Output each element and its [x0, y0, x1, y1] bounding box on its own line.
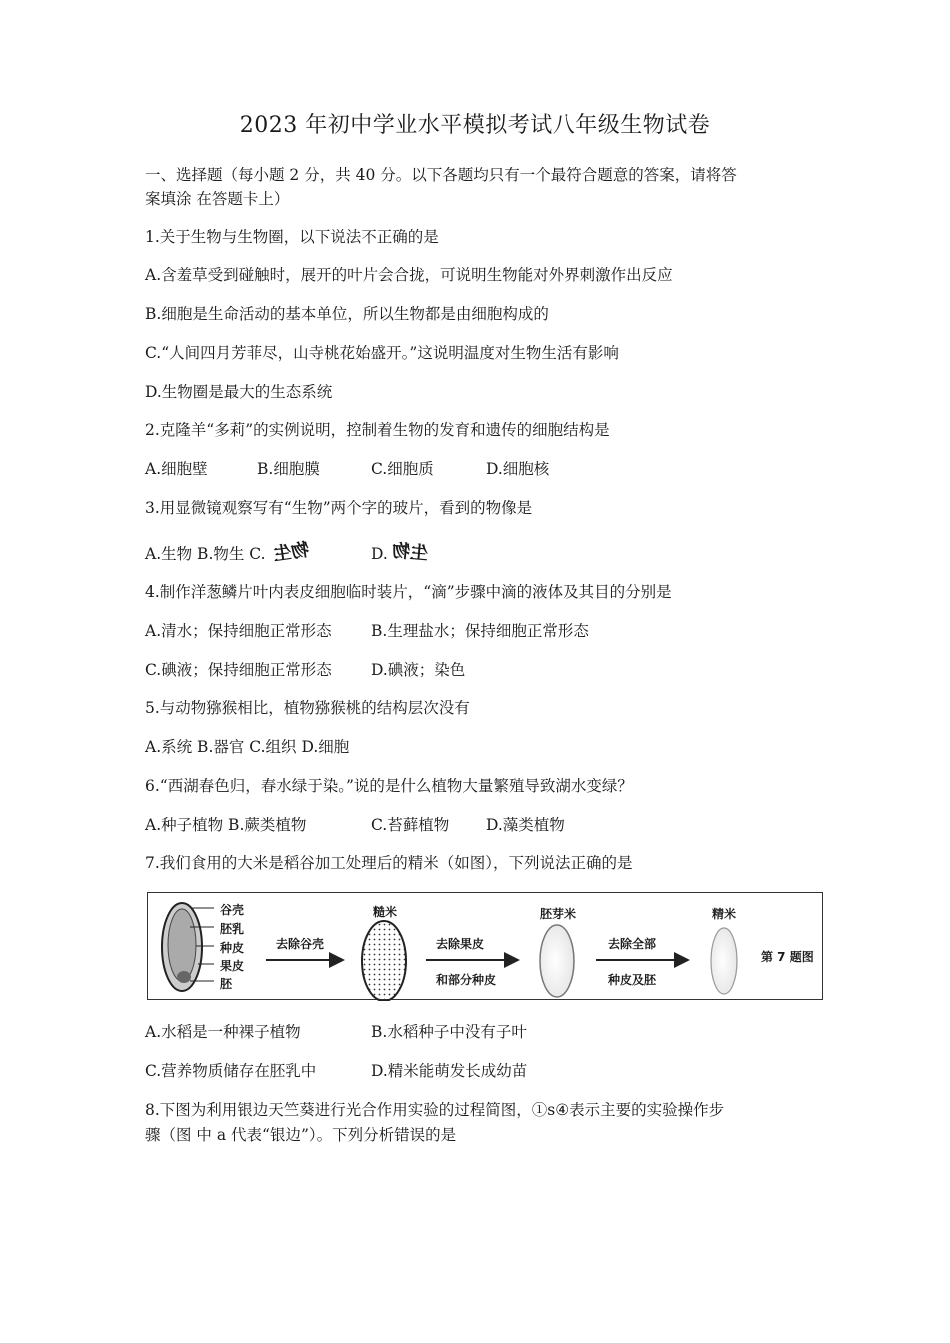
rice-processing-figure	[147, 892, 823, 1000]
q6-option-c: C.苔藓植物	[371, 816, 450, 834]
q6-stem: 6.“西湖春色归，春水绿于染。”说的是什么植物大量繁殖导致湖水变绿？	[145, 777, 633, 795]
q4-stem: 4.制作洋葱鳞片叶内表皮细胞临时装片，“滴”步骤中滴的液体及其目的分别是	[145, 583, 672, 601]
q3-options-ab: A.生物 B.物生 C.	[145, 545, 266, 563]
q7-option-b: B.水稻种子中没有子叶	[371, 1023, 527, 1041]
q7-option-a: A.水稻是一种裸子植物	[145, 1023, 301, 1041]
q4-option-a: A.清水；保持细胞正常形态	[145, 622, 332, 640]
label-step2b: 和部分种皮	[436, 973, 497, 987]
q7-option-d: D.精米能萌发长成幼苗	[371, 1062, 528, 1080]
label-pericarp: 果皮	[220, 959, 245, 973]
q2-option-d: D.细胞核	[486, 460, 550, 478]
q5-stem: 5.与动物猕猴相比，植物猕猴桃的结构层次没有	[145, 699, 470, 717]
q2-option-a: A.细胞壁	[145, 460, 208, 478]
label-polished-rice: 精米	[712, 907, 737, 921]
q7-stem: 7.我们食用的大米是稻谷加工处理后的精米（如图），下列说法正确的是	[145, 854, 633, 872]
q3-option-d-image: 生物	[391, 540, 429, 565]
q4-option-c: C.碘液；保持细胞正常形态	[145, 661, 332, 679]
label-endosperm: 胚乳	[220, 922, 245, 936]
label-seed-coat: 种皮	[220, 941, 245, 955]
q1-option-c: C.“人间四月芳菲尽，山寺桃花始盛开。”这说明温度对生物生活有影响	[145, 344, 619, 362]
q8-stem-line1: 8.下图为利用银边天竺葵进行光合作用实验的过程简图，①s④表示主要的实验操作步	[145, 1101, 725, 1119]
label-step2a: 去除果皮	[436, 937, 485, 951]
brown-rice-icon	[362, 921, 406, 1001]
q3-option-d: D.	[371, 545, 388, 563]
q6-option-d: D.藻类植物	[486, 816, 565, 834]
q1-option-d: D.生物圈是最大的生态系统	[145, 383, 333, 401]
label-step1: 去除谷壳	[276, 937, 325, 951]
q7-option-c: C.营养物质储存在胚乳中	[145, 1062, 317, 1080]
q4-option-d: D.碘液；染色	[371, 661, 466, 679]
q5-options: A.系统 B.器官 C.组织 D.细胞	[145, 738, 350, 756]
q2-option-c: C.细胞质	[371, 460, 434, 478]
label-step3b: 种皮及胚	[608, 973, 657, 987]
q4-option-b: B.生理盐水；保持细胞正常形态	[371, 622, 589, 640]
label-embryo: 胚	[220, 977, 233, 991]
germ-rice-icon	[540, 925, 574, 997]
q6-options-ab: A.种子植物 B.蕨类植物	[145, 816, 307, 834]
q3-option-c-image: 物生	[271, 539, 311, 566]
q3-stem: 3.用显微镜观察写有“生物”两个字的玻片，看到的物像是	[145, 499, 533, 517]
q1-option-a: A.含羞草受到碰触时，展开的叶片会合拢，可说明生物能对外界刺激作出反应	[145, 266, 673, 284]
exam-title: 2023 年初中学业水平模拟考试八年级生物试卷	[239, 113, 711, 138]
label-step3a: 去除全部	[608, 937, 657, 951]
section-instructions-line2: 案填涂 在答题卡上）	[145, 190, 290, 208]
q1-option-b: B.细胞是生命活动的基本单位，所以生物都是由细胞构成的	[145, 305, 549, 323]
label-brown-rice: 糙米	[373, 905, 398, 919]
label-husk: 谷壳	[220, 903, 245, 917]
q1-stem: 1.关于生物与生物圈，以下说法不正确的是	[145, 228, 439, 246]
label-germ-rice: 胚芽米	[540, 907, 577, 921]
polished-rice-icon	[711, 928, 737, 994]
q2-stem: 2.克隆羊“多莉”的实例说明，控制着生物的发育和遗传的细胞结构是	[145, 421, 610, 439]
figure-caption: 第 7 题图	[761, 950, 814, 964]
rice-grain-section-icon	[162, 903, 214, 991]
q8-stem-line2: 骤（图 中 a 代表“银边”）。下列分析错误的是	[145, 1126, 457, 1144]
q2-option-b: B.细胞膜	[257, 460, 320, 478]
section-instructions-line1: 一、选择题（每小题 2 分，共 40 分。以下各题均只有一个最符合题意的答案，请将答	[145, 166, 737, 184]
